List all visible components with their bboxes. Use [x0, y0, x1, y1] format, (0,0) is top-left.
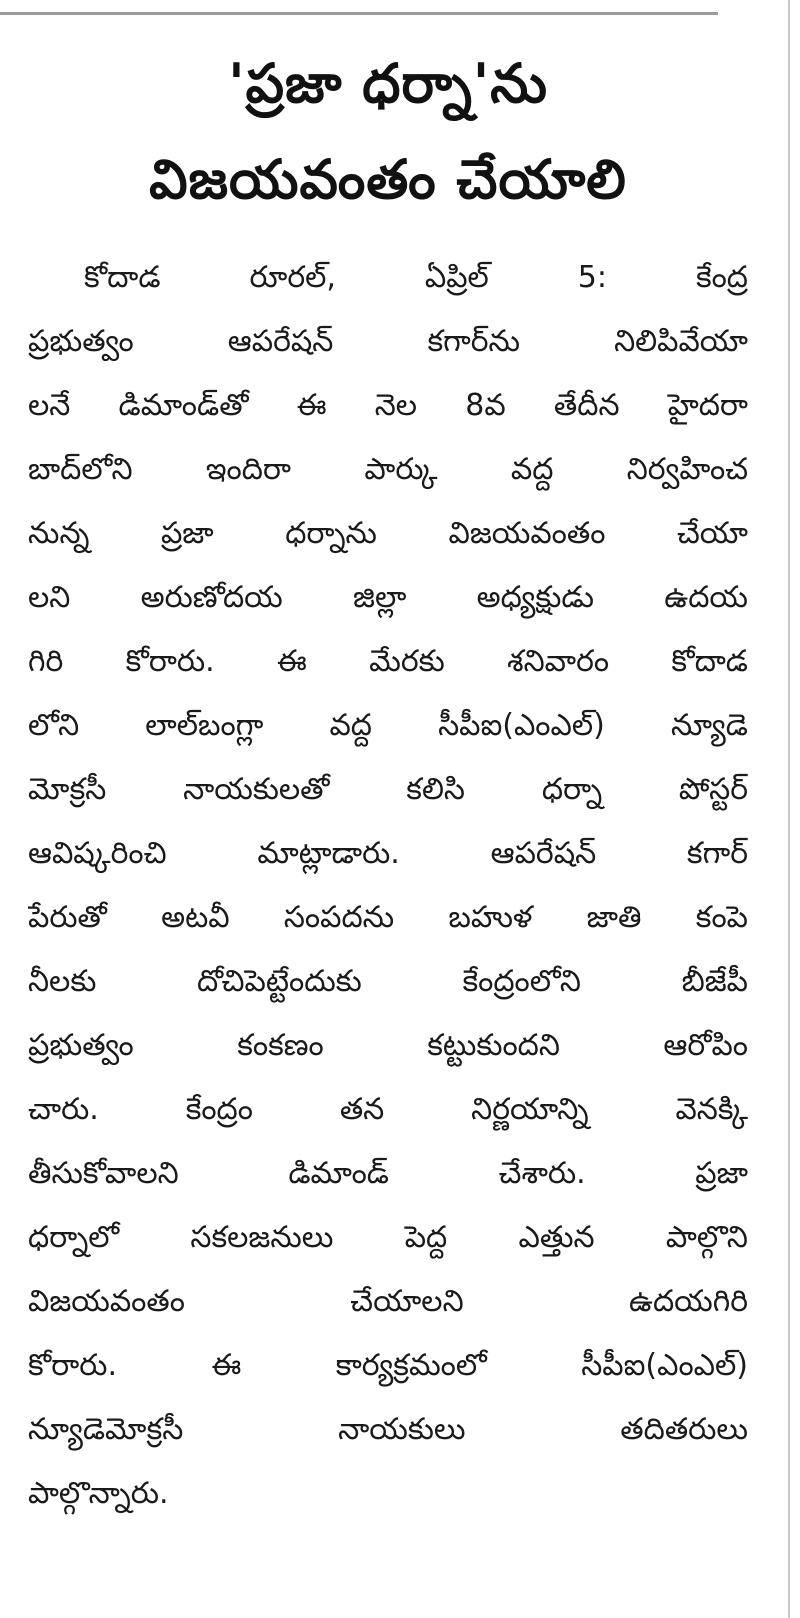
body-line: మోక్రసీ నాయకులతో కలిసి ధర్నా పోస్టర్ — [28, 772, 748, 807]
body-line: లనే డిమాండ్‌తో ఈ నెల 8వ తేదీన హైదరా — [28, 388, 748, 423]
body-line: కోరారు. ఈ కార్యక్రమంలో సీపీఐ(ఎంఎల్) — [28, 1348, 748, 1383]
body-line: నున్న ప్రజా ధర్నాను విజయవంతం చేయా — [28, 516, 748, 551]
body-line: బాద్‌లోని ఇందిరా పార్కు వద్ద నిర్వహించ — [28, 452, 748, 487]
body-line: లని అరుణోదయ జిల్లా అధ్యక్షుడు ఉదయ — [28, 580, 748, 615]
body-line: గిరి కోరారు. ఈ మేరకు శనివారం కోదాడ — [28, 644, 748, 679]
headline-line-1: 'ప్రజా ధర్నా'ను — [228, 52, 548, 115]
body-line: చారు. కేంద్రం తన నిర్ణయాన్ని వెనక్కి — [28, 1092, 748, 1127]
body-line: ప్రభుత్వం కంకణం కట్టుకుందని ఆరోపిం — [28, 1028, 748, 1063]
news-article — [28, 36, 748, 1526]
headline-line-2: విజయవంతం చేయాలి — [149, 148, 627, 211]
body-line: న్యూడెమోక్రసీ నాయకులు తదితరులు — [28, 1412, 748, 1447]
body-line: పేరుతో అటవీ సంపదను బహుళ జాతి కంపె — [28, 900, 748, 935]
body-line: విజయవంతం చేయాలని ఉదయగిరి — [28, 1284, 748, 1319]
body-line: ప్రభుత్వం ఆపరేషన్ కగార్‌ను నిలిపివేయా — [28, 324, 748, 359]
body-line: ఆవిష్కరించి మాట్లాడారు. ఆపరేషన్ కగార్ — [28, 836, 748, 871]
body-line: తీసుకోవాలని డిమాండ్ చేశారు. ప్రజా — [28, 1156, 748, 1191]
body-line: లోని లాల్‌బంగ్లా వద్ద సీపీఐ(ఎంఎల్) న్యూడె — [28, 708, 748, 743]
top-column-rule — [0, 12, 718, 15]
body-line: పాల్గొన్నారు. — [28, 1476, 169, 1511]
body-line: నీలకు దోచిపెట్టేందుకు కేంద్రంలోని బీజేపీ — [28, 964, 748, 999]
body-line: ధర్నాలో సకలజనులు పెద్ద ఎత్తున పాల్గొని — [28, 1220, 748, 1255]
body-line: కోదాడ రూరల్, ఏప్రిల్ 5: కేంద్ర — [84, 260, 748, 295]
right-column-rule — [788, 0, 790, 1618]
article-body — [28, 246, 748, 1526]
article-headline — [28, 36, 748, 228]
